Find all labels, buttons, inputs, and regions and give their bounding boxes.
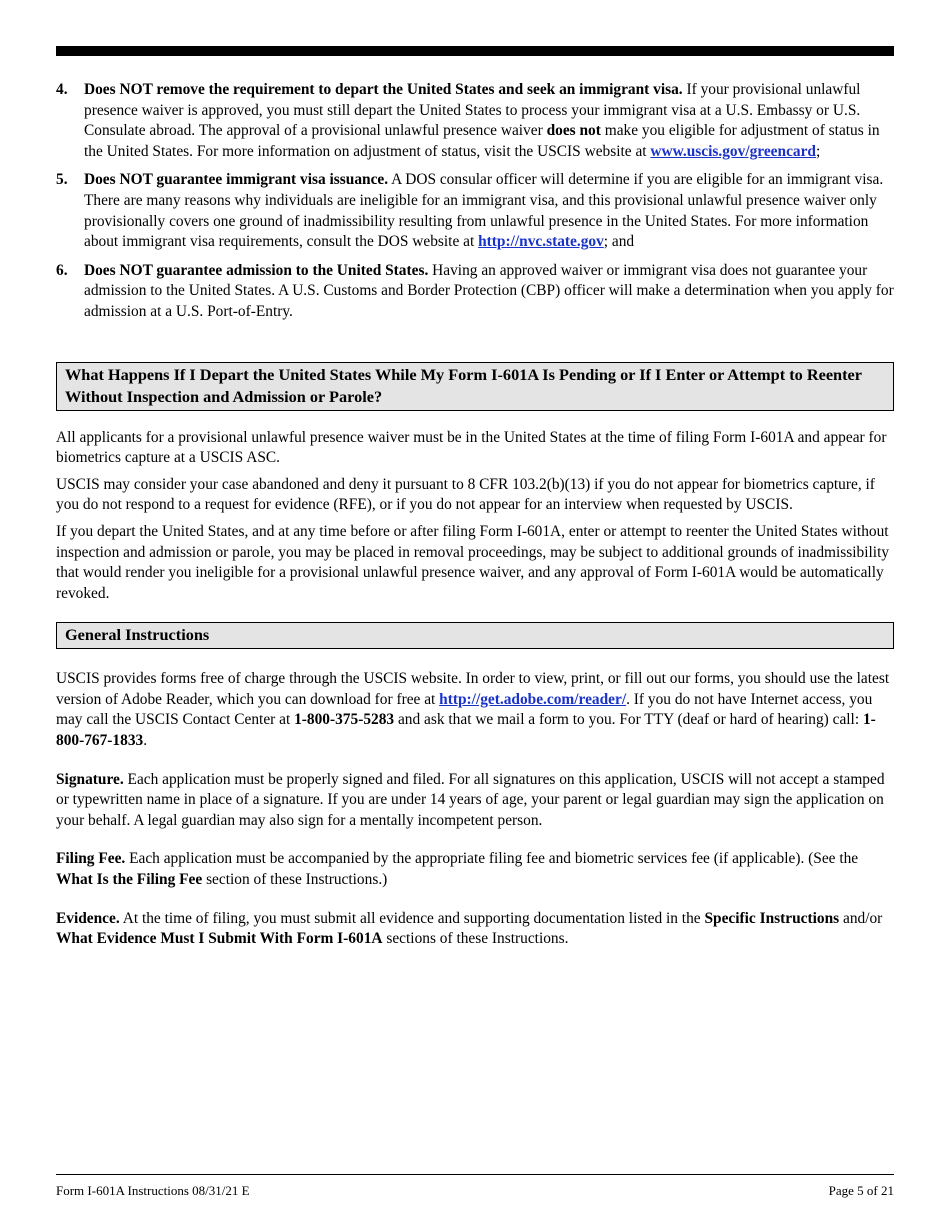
filing-fee-label: Filing Fee. xyxy=(56,850,126,868)
list-item-5 xyxy=(56,170,894,252)
item-heading: Does NOT guarantee admission to the United States. xyxy=(84,261,429,279)
section-heading-general: General Instructions xyxy=(56,622,894,649)
filing-fee-paragraph: Filing Fee. Each application must be accompanied by the appropriate filing fee and biometric services fee (if applicable). (See the What Is the Filing Fee section of these Instructions.) xyxy=(56,850,859,889)
item-text: Does NOT guarantee admission to the United States. Having an approved waiver or immigrant visa does not guarantee your admission to the United States. A U.S. Customs and Border Protection (CBP) officer will make a determination when you apply for admission at a U.S. Port-of-Entry. xyxy=(84,261,894,320)
section-heading-depart: What Happens If I Depart the United States While My Form I-601A Is Pending or If I Enter or Attempt to Reenter Without Inspection and Admission or Parole? xyxy=(56,362,894,411)
footer-form-id: Form I-601A Instructions 08/31/21 E xyxy=(56,1183,250,1198)
document-body xyxy=(56,80,894,950)
greencard-link[interactable]: www.uscis.gov/greencard xyxy=(650,142,816,160)
item-text: Does NOT guarantee immigrant visa issuance. A DOS consular officer will determine if you are eligible for an immigrant visa. There are many reasons why individuals are ineligible for an immigrant visa, and this provisional unlawful presence waiver only provisionally covers one ground of inadmissibility resulting from unlawful presence in the United States. For more information about immigrant visa requirements, consult the DOS website at http://nvc.state.gov; and xyxy=(84,171,884,251)
depart-paragraph-2: USCIS may consider your case abandoned and deny it pursuant to 8 CFR 103.2(b)(13) if you do not appear for biometrics capture, if you do not respond to a request for evidence (RFE), or if you do not appear for an interview when requested by USCIS. xyxy=(56,475,875,514)
tty-phone: 1-800-767-1833 xyxy=(56,711,876,750)
list-item-4 xyxy=(56,80,894,162)
item-text: Does NOT remove the requirement to depart the United States and seek an immigrant visa. If your provisional unlawful presence waiver is approved, you must still depart the United States to process your immigrant visa at a U.S. Embassy or U.S. Consulate abroad. The approval of a provisional unlawful presence waiver does not make you eligible for adjustment of status in the United States. For more information on adjustment of status, visit the USCIS website at www.uscis.gov/greencard; xyxy=(84,81,880,160)
footer-rule xyxy=(56,1174,894,1175)
item-heading: Does NOT remove the requirement to depart the United States and seek an immigrant visa. xyxy=(84,81,683,98)
depart-paragraph-3: If you depart the United States, and at any time before or after filing Form I-601A, enter or attempt to reenter the United States without inspection and admission or parole, you may be placed in removal proceedings, may be subject to additional grounds of inadmissibility that would render you ineligible for a provisional unlawful presence waiver, and any approval of Form I-601A would be automatically revoked. xyxy=(56,522,890,602)
item-number: 6. xyxy=(56,261,68,279)
contact-center-phone: 1-800-375-5283 xyxy=(294,711,395,729)
general-paragraph-forms: USCIS provides forms free of charge through the USCIS website. In order to view, print, or fill out our forms, you should use the latest version of Adobe Reader, which you can download for free at http://get.adobe.com/reader/. If you do not have Internet access, you may call the USCIS Contact Center at 1-800-375-5283 and ask that we mail a form to you. For TTY (deaf or hard of hearing) call: 1-800-767-1833. xyxy=(56,670,890,750)
item-number: 5. xyxy=(56,171,68,189)
footer-page-number: Page 5 of 21 xyxy=(828,1183,894,1198)
adobe-reader-link[interactable]: http://get.adobe.com/reader/ xyxy=(439,690,627,708)
signature-label: Signature. xyxy=(56,770,124,788)
evidence-paragraph: Evidence. At the time of filing, you must submit all evidence and supporting documentation listed in the Specific Instructions and/or What Evidence Must I Submit With Form I-601A sections of these Instructions. xyxy=(56,909,883,948)
signature-paragraph: Signature. Each application must be properly signed and filed. For all signatures on this application, USCIS will not accept a stamped or typewritten name in place of a signature. If you are under 14 years of age, your parent or legal guardian may sign the application on your behalf. A legal guardian may also sign for a mentally incompetent person. xyxy=(56,770,885,829)
item-heading: Does NOT guarantee immigrant visa issuance. xyxy=(84,171,389,189)
header-rule xyxy=(56,46,894,56)
item-number: 4. xyxy=(56,81,68,98)
list-item-6 xyxy=(56,261,894,323)
evidence-label: Evidence. xyxy=(56,909,120,927)
nvc-state-link[interactable]: http://nvc.state.gov xyxy=(478,233,604,251)
depart-paragraph-1: All applicants for a provisional unlawful presence waiver must be in the United States at the time of filing Form I-601A and appear for biometrics capture at a USCIS ASC. xyxy=(56,428,887,467)
